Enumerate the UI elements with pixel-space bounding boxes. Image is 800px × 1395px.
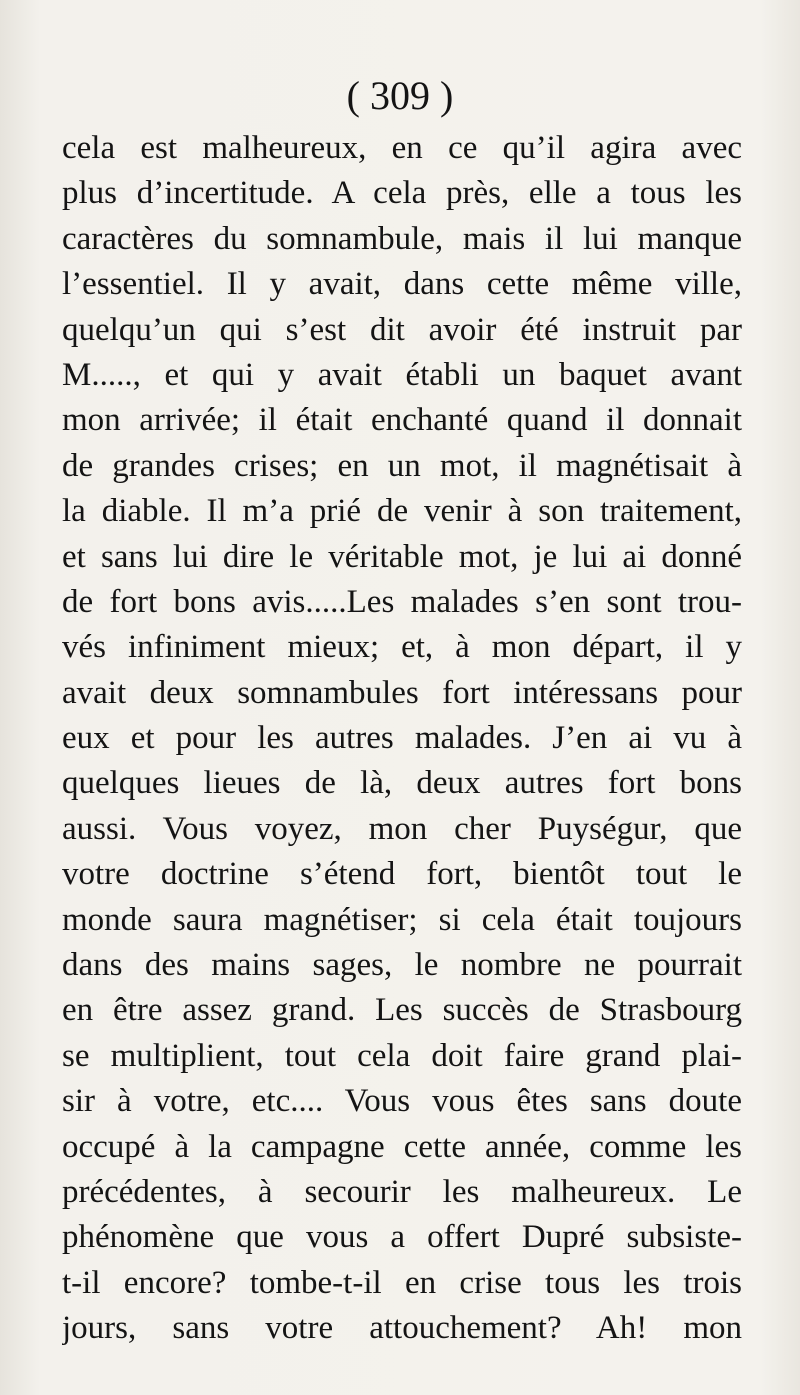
text-line: avait deux somnambules fort intéressans pour [62,674,742,711]
text-line: cela est malheureux, en ce qu’il agira avec [62,130,742,166]
text-line: en être assez grand. Les succès de Strasbourg [62,992,742,1029]
text-line: aussi. Vous voyez, mon cher Puységur, que [62,810,742,847]
text-line: t-il encore? tombe-t-il en crise tous les trois [62,1264,742,1301]
text-line: quelques lieues de là, deux autres fort bons [62,765,742,802]
page-number: ( 309 ) [346,73,454,118]
text-line: vés infiniment mieux; et, à mon départ, il y [62,629,742,666]
text-line: jours, sans votre attouchement? Ah! mon [62,1310,742,1347]
text-line: et sans lui dire le véritable mot, je lui ai donné [62,538,742,575]
text-line: caractères du somnambule, mais il lui manque [62,220,742,257]
text-line: de grandes crises; en un mot, il magnétisait à [62,447,742,484]
text-line: monde saura magnétiser; si cela était toujours [62,901,742,938]
text-line: M....., et qui y avait établi un baquet avant [62,356,742,393]
text-line: la diable. Il m’a prié de venir à son traitement, [62,493,742,530]
text-line: de fort bons avis.....Les malades s’en sont trou- [62,583,742,620]
text-line: se multiplient, tout cela doit faire grand plai- [62,1037,742,1074]
text-line: sir à votre, etc.... Vous vous êtes sans doute [62,1083,742,1120]
text-line: quelqu’un qui s’est dit avoir été instruit par [62,311,742,348]
text-line: précédentes, à secourir les malheureux. Le [62,1173,742,1210]
text-line: l’essentiel. Il y avait, dans cette même ville, [62,266,742,303]
text-line: plus d’incertitude. A cela près, elle a tous les [62,175,742,212]
text-line: eux et pour les autres malades. J’en ai vu à [62,720,742,757]
text-line: votre doctrine s’étend fort, bientôt tout le [62,856,742,893]
text-line: phénomène que vous a offert Dupré subsiste- [62,1219,742,1256]
text-line: mon arrivée; il était enchanté quand il donnait [62,402,742,439]
text-line: dans des mains sages, le nombre ne pourrait [62,947,742,984]
text-line: occupé à la campagne cette année, comme les [62,1128,742,1165]
body-text [62,126,742,1352]
